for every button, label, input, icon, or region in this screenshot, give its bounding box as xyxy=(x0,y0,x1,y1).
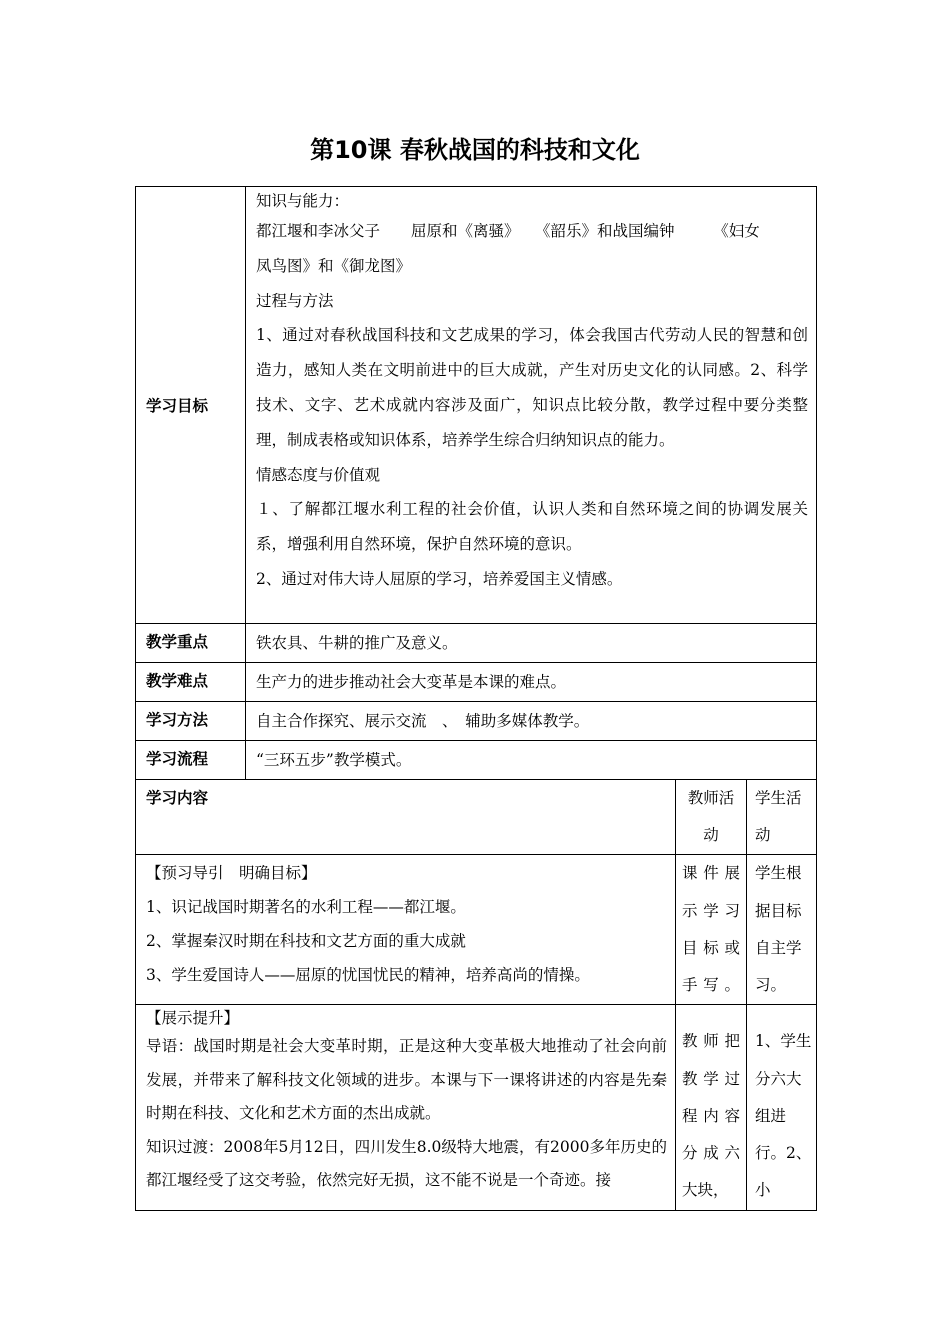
key-point-label: 教学重点 xyxy=(136,624,246,663)
show-student-activity: 1、学生分六大组进行。2、小 xyxy=(747,1005,817,1211)
page-title: 第10课 春秋战国的科技和文化 xyxy=(310,136,640,164)
show-transition: 知识过渡：2008年5月12日，四川发生8.0级特大地震，有2000多年历史的都江堰经受了这交考验，依然完好无损，这不能不说是一个奇迹。接 xyxy=(146,1137,667,1190)
knowledge-line-2: 凤鸟图》和《御龙图》 xyxy=(256,256,412,275)
difficulty-label: 教学难点 xyxy=(136,663,246,702)
emotion-item-2: 2、通过对伟大诗人屈原的学习，培养爱国主义情感。 xyxy=(256,569,623,588)
preview-heading: 【预习导引 明确目标】 xyxy=(146,864,317,883)
knowledge-line-1: 都江堰和李冰父子 屈原和《离骚》 《韶乐》和战国编钟 《妇女 xyxy=(256,222,760,240)
preview-student-activity: 学生根据目标自主学习。 xyxy=(747,855,817,1005)
show-intro: 导语：战国时期是社会大变革时期，正是这种大变革极大地推动了社会向前发展，并带来了解科技文化领域的进步。本课与下一课将讲述的内容是先秦时期在科技、文化和艺术方面的杰出成就。 xyxy=(146,1037,667,1123)
content-header-row xyxy=(136,780,817,855)
lesson-plan-table xyxy=(135,186,817,1211)
process-row xyxy=(136,741,817,780)
preview-item-3: 3、学生爱国诗人——屈原的忧国忧民的精神，培养高尚的情操。 xyxy=(146,966,590,985)
process-text-cell: “三环五步”教学模式。 xyxy=(246,741,817,780)
process-label: 学习流程 xyxy=(136,741,246,780)
show-row xyxy=(136,1005,817,1211)
key-point-row xyxy=(136,624,817,663)
method-label: 学习方法 xyxy=(136,702,246,741)
key-point-text: 铁农具、牛耕的推广及意义。 xyxy=(246,624,817,663)
student-activity-header: 学生活动 xyxy=(747,780,817,855)
emotion-item-1: １、了解都江堰水利工程的社会价值，认识人类和自然环境之间的协调发展关系，增强利用自然环境，保护自然环境的意识。 xyxy=(256,500,809,554)
objectives-label: 学习目标 xyxy=(136,187,246,624)
preview-item-2: 2、掌握秦汉时期在科技和文艺方面的重大成就 xyxy=(146,932,466,951)
objectives-content xyxy=(246,187,817,624)
method-text: 自主合作探究、展示交流 、 辅助多媒体教学。 xyxy=(246,702,817,741)
content-label: 学习内容 xyxy=(136,780,676,855)
show-heading: 【展示提升】 xyxy=(146,1009,240,1028)
method-row xyxy=(136,702,817,741)
objectives-row xyxy=(136,187,817,624)
process-heading: 过程与方法 xyxy=(256,291,334,310)
process-text: 1、通过对春秋战国科技和文艺成果的学习，体会我国古代劳动人民的智慧和创造力，感知人类在文明前进中的巨大成就，产生对历史文化的认同感。2、科学技术、文字、艺术成就内容涉及面广，知识点比较分散，教学过程中要分类整理，制成表格或知识体系，培养学生综合归纳知识点的能力。 xyxy=(256,326,809,449)
preview-item-1: 1、识记战国时期著名的水利工程——都江堰。 xyxy=(146,898,466,917)
preview-teacher-activity: 课件展示学习目标或手写。 xyxy=(676,855,747,1005)
preview-content xyxy=(136,855,676,1005)
emotion-heading: 情感态度与价值观 xyxy=(256,465,381,484)
preview-row xyxy=(136,855,817,1005)
show-content xyxy=(136,1005,676,1211)
teacher-activity-header: 教师活动 xyxy=(676,780,747,855)
show-teacher-activity: 教师把教学过程内容分成六大块， xyxy=(676,1005,747,1211)
knowledge-heading: 知识与能力： xyxy=(256,192,350,210)
difficulty-text: 生产力的进步推动社会大变革是本课的难点。 xyxy=(246,663,817,702)
difficulty-row xyxy=(136,663,817,702)
